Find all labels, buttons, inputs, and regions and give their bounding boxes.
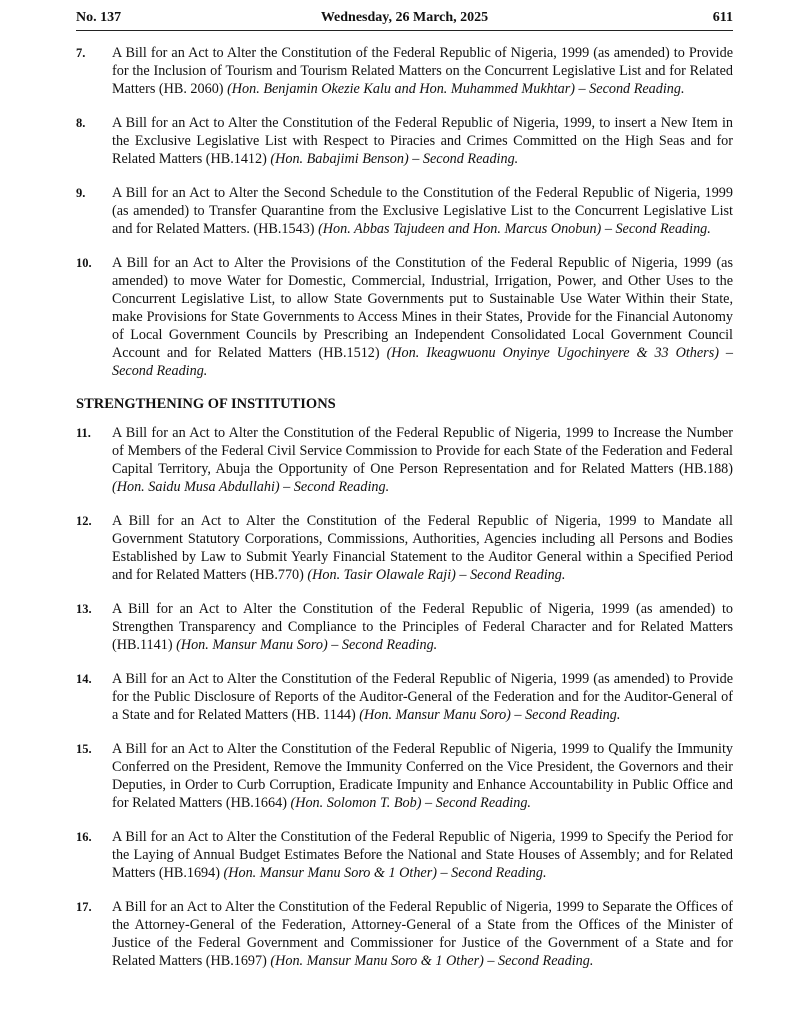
bill-text: A Bill for an Act to Alter the Provisions of the Constitution of the Federal Republic of Nigeria, 1999 (as amended) to move Water for Domestic, Commercial, Industrial, Irrigation, Power, and Other Uses to the Concurrent Legislative List, to allow State Governments put to Sustainable Use Water Within their State, make Provisions for State Governments to Access Mines in their States, Provide for the Financial Autonomy of Local Government Councils by Prescribing an Independent Consolidated Local Government Council Account and for Related Matters (HB.1512) [112, 255, 733, 361]
bill-sponsor: (Hon. Benjamin Okezie Kalu and Hon. Muhammed Mukhtar) – Second Reading. [227, 81, 685, 97]
item-number: 7. [76, 46, 86, 60]
bill-sponsor: (Hon. Mansur Manu Soro & 1 Other) – Second Reading. [223, 865, 547, 881]
bill-sponsor: (Hon. Abbas Tajudeen and Hon. Marcus Onobun) – Second Reading. [318, 221, 711, 237]
bill-item-17 [76, 898, 733, 970]
page-number: 611 [712, 10, 733, 25]
bill-sponsor: (Hon. Solomon T. Bob) – Second Reading. [290, 795, 531, 811]
bill-text: A Bill for an Act to Alter the Constitution of the Federal Republic of Nigeria, 1999 to Increase the Number of Members of the Federal Civil Service Commission to Provide for each State of the Federation and Federal Capital Territory, Abuja the Opportunity of One Person Representation and for Related Matters (HB.188) [112, 425, 733, 477]
bill-item-11 [76, 424, 733, 496]
bill-text: A Bill for an Act to Alter the Second Schedule to the Constitution of the Federal Republic of Nigeria, 1999 (as amended) to Transfer Quarantine from the Exclusive Legislative List to the Concurrent Legislative List and for Related Matters. (HB.1543) [112, 185, 733, 237]
bill-text: A Bill for an Act to Alter the Constitution of the Federal Republic of Nigeria, 1999 (as amended) to Provide for the Inclusion of Tourism and Tourism Related Matters on the Concurrent Legislative List and for Related Matters (HB. 2060) [112, 45, 733, 97]
item-number: 15. [76, 742, 92, 756]
bill-text: A Bill for an Act to Alter the Constitution of the Federal Republic of Nigeria, 1999 (as amended) to Provide for the Public Disclosure of Reports of the Auditor-General of the Federation and for the Auditor-General of a State and for Related Matters (HB. 1144) [112, 671, 733, 723]
item-number: 8. [76, 116, 86, 130]
item-number: 12. [76, 514, 92, 528]
section-heading: STRENGTHENING OF INSTITUTIONS [76, 396, 336, 412]
item-number: 17. [76, 900, 92, 914]
bill-item-10 [76, 254, 733, 380]
bill-text: A Bill for an Act to Alter the Constitution of the Federal Republic of Nigeria, 1999, to insert a New Item in the Exclusive Legislative List with Respect to Piracies and Crimes Committed on the High Seas and for Related Matters (HB.1412) [112, 115, 733, 167]
order-paper-content [76, 44, 733, 986]
bill-text: A Bill for an Act to Alter the Constitution of the Federal Republic of Nigeria, 1999 to Separate the Offices of the Attorney-General of the Federation, Attorney-General of a State from the Offices of the Minister of Justice of the Federal Government and Commissioner for Justice of the Government of a State and for Related Matters (HB.1697) [112, 899, 733, 969]
bill-sponsor: (Hon. Mansur Manu Soro) – Second Reading. [176, 637, 438, 653]
bill-item-9 [76, 184, 733, 238]
issue-date: Wednesday, 26 March, 2025 [320, 10, 489, 25]
bill-item-15 [76, 740, 733, 812]
bill-sponsor: (Hon. Mansur Manu Soro & 1 Other) – Second Reading. [270, 953, 594, 969]
bill-item-16 [76, 828, 733, 882]
item-number: 9. [76, 186, 86, 200]
page-header [76, 8, 733, 31]
bill-sponsor: (Hon. Saidu Musa Abdullahi) – Second Reading. [112, 479, 390, 495]
issue-number: No. 137 [76, 10, 122, 25]
bill-text: A Bill for an Act to Alter the Constitution of the Federal Republic of Nigeria, 1999 (as amended) to Strengthen Transparency and Compliance to the Principles of Federal Character and for Related Matters (HB.1141) [112, 601, 733, 653]
bill-item-7 [76, 44, 733, 98]
bill-text: A Bill for an Act to Alter the Constitution of the Federal Republic of Nigeria, 1999 to Mandate all Government Statutory Corporations, Commissions, Authorities, Agencies including all Persons and Bodies Established by Law to Submit Yearly Financial Statement to the Auditor General within a Specified Period and for Related Matters (HB.770) [112, 513, 733, 583]
bill-item-13 [76, 600, 733, 654]
bill-item-8 [76, 114, 733, 168]
item-number: 13. [76, 602, 92, 616]
item-number: 16. [76, 830, 92, 844]
bill-sponsor: (Hon. Ikeagwuonu Onyinye Ugochinyere & 33 Others) – Second Reading. [112, 345, 733, 379]
bill-text: A Bill for an Act to Alter the Constitution of the Federal Republic of Nigeria, 1999 to Qualify the Immunity Conferred on the President, Remove the Immunity Conferred on the Vice President, the Governors and their Deputies, in Order to Curb Corruption, Eradicate Impunity and Enhance Accountability in Public Office and for Related Matters (HB.1664) [112, 741, 733, 811]
bill-sponsor: (Hon. Mansur Manu Soro) – Second Reading. [359, 707, 621, 723]
item-number: 10. [76, 256, 92, 270]
bill-text: A Bill for an Act to Alter the Constitution of the Federal Republic of Nigeria, 1999 to Specify the Period for the Laying of Annual Budget Estimates Before the National and State Houses of Assembly; and for Related Matters (HB.1694) [112, 829, 733, 881]
bill-item-14 [76, 670, 733, 724]
bill-item-12 [76, 512, 733, 584]
item-number: 11. [76, 426, 91, 440]
bill-sponsor: (Hon. Tasir Olawale Raji) – Second Reading. [307, 567, 566, 583]
bill-sponsor: (Hon. Babajimi Benson) – Second Reading. [270, 151, 519, 167]
item-number: 14. [76, 672, 92, 686]
